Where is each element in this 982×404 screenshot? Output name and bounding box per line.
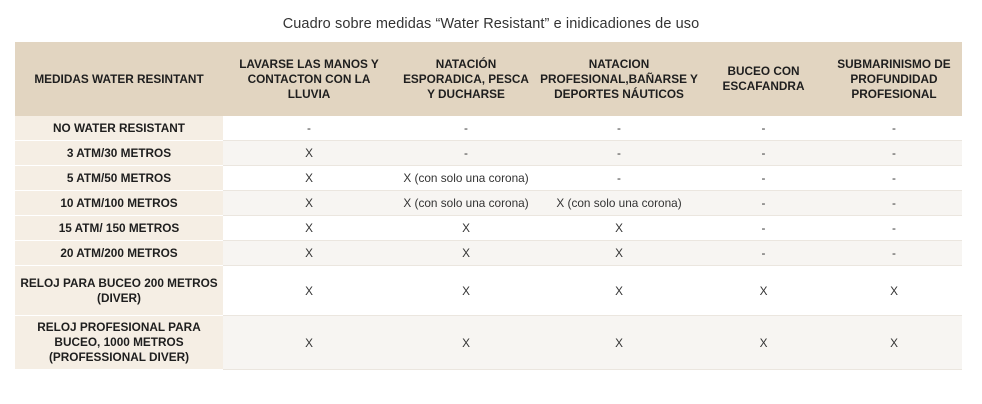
- table-cell: X: [701, 316, 826, 370]
- table-cell: -: [701, 141, 826, 166]
- table-row: [15, 241, 962, 266]
- table-cell: -: [826, 241, 962, 266]
- table-cell: X: [537, 216, 701, 241]
- row-label: RELOJ PARA BUCEO 200 METROS (DIVER): [15, 266, 223, 316]
- row-label: 10 ATM/100 METROS: [15, 191, 223, 216]
- row-label: RELOJ PROFESIONAL PARA BUCEO, 1000 METROS (PROFESSIONAL DIVER): [15, 316, 223, 370]
- table-row: [15, 216, 962, 241]
- header-cell-scuba-diving: BUCEO CON ESCAFANDRA: [701, 42, 826, 116]
- header-cell-measures: MEDIDAS WATER RESINTANT: [15, 42, 223, 116]
- table-cell: -: [826, 216, 962, 241]
- table-cell: X (con solo una corona): [395, 166, 537, 191]
- table-header-row: [15, 42, 962, 116]
- table-cell: X: [395, 216, 537, 241]
- table-cell: X: [826, 266, 962, 316]
- table-cell: -: [701, 116, 826, 141]
- row-label: 3 ATM/30 METROS: [15, 141, 223, 166]
- table-cell: X: [223, 216, 395, 241]
- table-row: [15, 266, 962, 316]
- table-cell: -: [826, 166, 962, 191]
- table-cell: -: [395, 141, 537, 166]
- table-cell: X: [223, 166, 395, 191]
- table-row: [15, 166, 962, 191]
- table-cell: -: [701, 191, 826, 216]
- table-cell: -: [223, 116, 395, 141]
- table-cell: X: [223, 316, 395, 370]
- table-cell: -: [537, 116, 701, 141]
- table-cell: X: [701, 266, 826, 316]
- table-row: [15, 116, 962, 141]
- table-row: [15, 191, 962, 216]
- water-resistance-table: [15, 42, 962, 370]
- table-cell: X (con solo una corona): [395, 191, 537, 216]
- table-row: [15, 141, 962, 166]
- table-cell: X: [395, 241, 537, 266]
- table-cell: X: [223, 191, 395, 216]
- header-cell-casual-swimming: NATACIÓN ESPORADICA, PESCA Y DUCHARSE: [395, 42, 537, 116]
- row-label: 15 ATM/ 150 METROS: [15, 216, 223, 241]
- header-cell-professional-swimming: NATACION PROFESIONAL,BAÑARSE Y DEPORTES NÁUTICOS: [537, 42, 701, 116]
- table-cell: X: [395, 316, 537, 370]
- table-cell: -: [537, 166, 701, 191]
- row-label: NO WATER RESISTANT: [15, 116, 223, 141]
- table-cell: X: [223, 266, 395, 316]
- table-cell: -: [537, 141, 701, 166]
- table-cell: -: [826, 141, 962, 166]
- table-row: [15, 316, 962, 370]
- table-cell: X: [223, 241, 395, 266]
- table-cell: X: [537, 241, 701, 266]
- table-cell: X (con solo una corona): [537, 191, 701, 216]
- table-cell: X: [537, 266, 701, 316]
- header-cell-hand-washing-rain: LAVARSE LAS MANOS Y CONTACTON CON LA LLUVIA: [223, 42, 395, 116]
- table-cell: X: [223, 141, 395, 166]
- table-cell: -: [395, 116, 537, 141]
- table-cell: -: [826, 191, 962, 216]
- table-cell: -: [701, 216, 826, 241]
- table-cell: -: [701, 241, 826, 266]
- table-cell: X: [826, 316, 962, 370]
- page-title: Cuadro sobre medidas “Water Resistant” e inidicadiones de uso: [282, 16, 700, 32]
- row-label: 20 ATM/200 METROS: [15, 241, 223, 266]
- header-cell-deep-diving: SUBMARINISMO DE PROFUNDIDAD PROFESIONAL: [826, 42, 962, 116]
- table-cell: X: [537, 316, 701, 370]
- row-label: 5 ATM/50 METROS: [15, 166, 223, 191]
- table-cell: -: [701, 166, 826, 191]
- table-cell: X: [395, 266, 537, 316]
- table-cell: -: [826, 116, 962, 141]
